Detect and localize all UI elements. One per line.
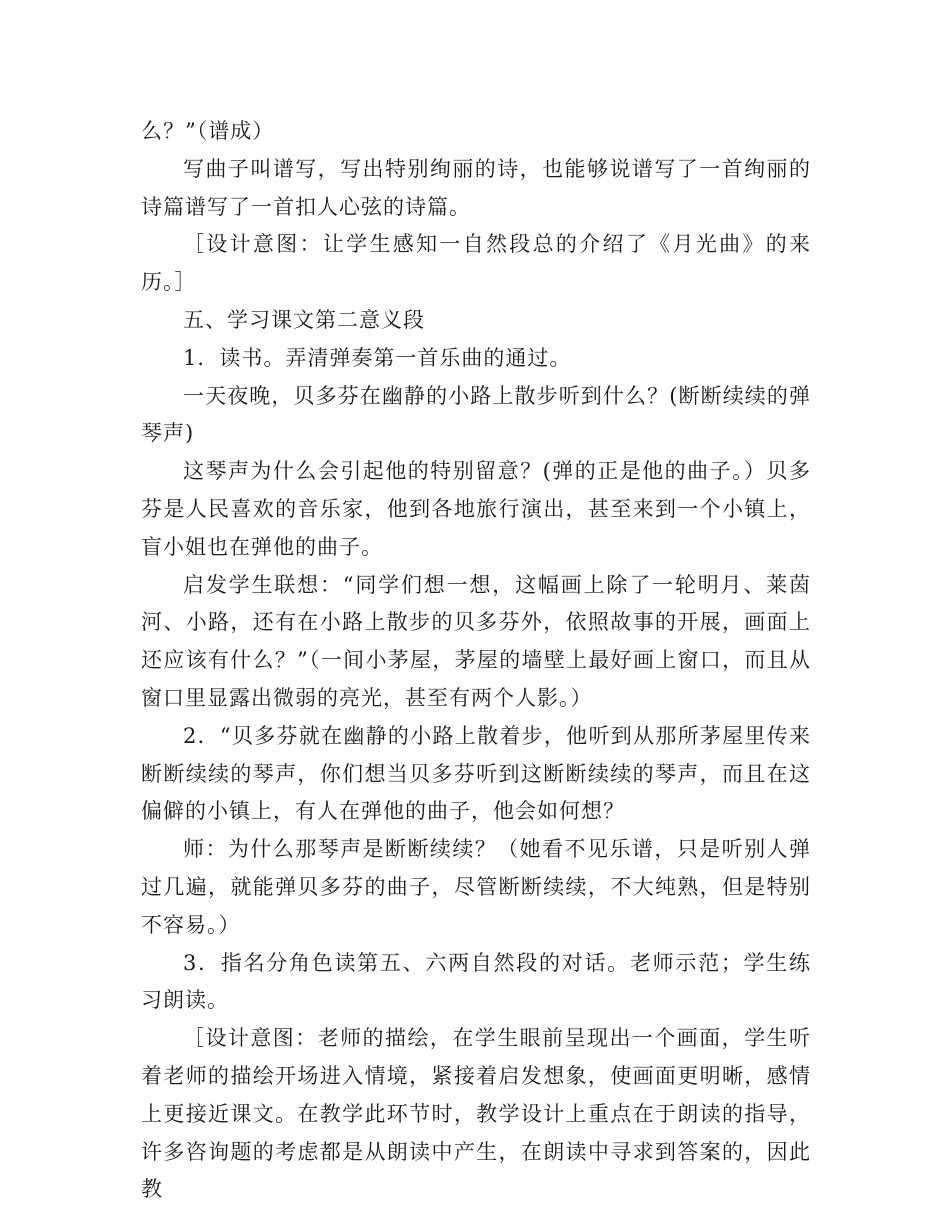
paragraph-5: 1．读书。弄清弹奏第一首乐曲的通过。 [183, 345, 572, 370]
paragraph-6: 一天夜晚，贝多芬在幽静的小路上散步听到什么？(断断续续的弹琴声) [141, 383, 811, 446]
paragraph-10: 师：为什么那琴声是断断续续？（她看不见乐谱，只是听别人弹过几遍，就能弹贝多芬的曲子，尽管断断续续，不大纯熟，但是特别不容易。） [141, 837, 811, 937]
paragraph-7: 这琴声为什么会引起他的特别留意？(弹的正是他的曲子。）贝多芬是人民喜欢的音乐家，他到各地旅行演出，甚至来到一个小镇上，盲小姐也在弹他的曲子。 [141, 459, 811, 559]
paragraph-3: ［设计意图：让学生感知一自然段总的介绍了《月光曲》的来历。］ [141, 232, 811, 295]
paragraph-1: 么？”（谱成） [141, 119, 275, 143]
paragraph-8: 启发学生联想：“同学们想一想，这幅画上除了一轮明月、莱茵河、小路，还有在小路上散步的贝多芬外，依照故事的开展，画面上还应该有什么？”（一间小茅屋，茅屋的墙壁上最好画上窗口，而且从窗口里显露出微弱的亮光，甚至有两个人影。） [141, 572, 811, 710]
section-heading: 五、学习课文第二意义段 [183, 307, 425, 332]
paragraph-11: 3．指名分角色读第五、六两自然段的对话。老师示范；学生练习朗读。 [141, 950, 811, 1013]
paragraph-9: 2．“贝多芬就在幽静的小路上散着步，他听到从那所茅屋里传来断断续续的琴声，你们想当贝多芬听到这断断续续的琴声，而且在这偏僻的小镇上，有人在弹他的曲子，他会如何想？ [141, 723, 811, 824]
paragraph-12: ［设计意图：老师的描绘，在学生眼前呈现出一个画面，学生听着老师的描绘开场进入情境，紧接着启发想象，使画面更明晰，感情上更接近课文。在教学此环节时，教学设计上重点在于朗读的指导，许多咨询题的考虑都是从朗读中产生，在朗读中寻求到答案的，因此教 [141, 1026, 811, 1202]
paragraph-2: 写曲子叫谱写，写出特别绚丽的诗，也能够说谱写了一首绚丽的诗篇谱写了一首扣人心弦的诗篇。 [141, 156, 811, 219]
document-body [141, 113, 811, 1209]
